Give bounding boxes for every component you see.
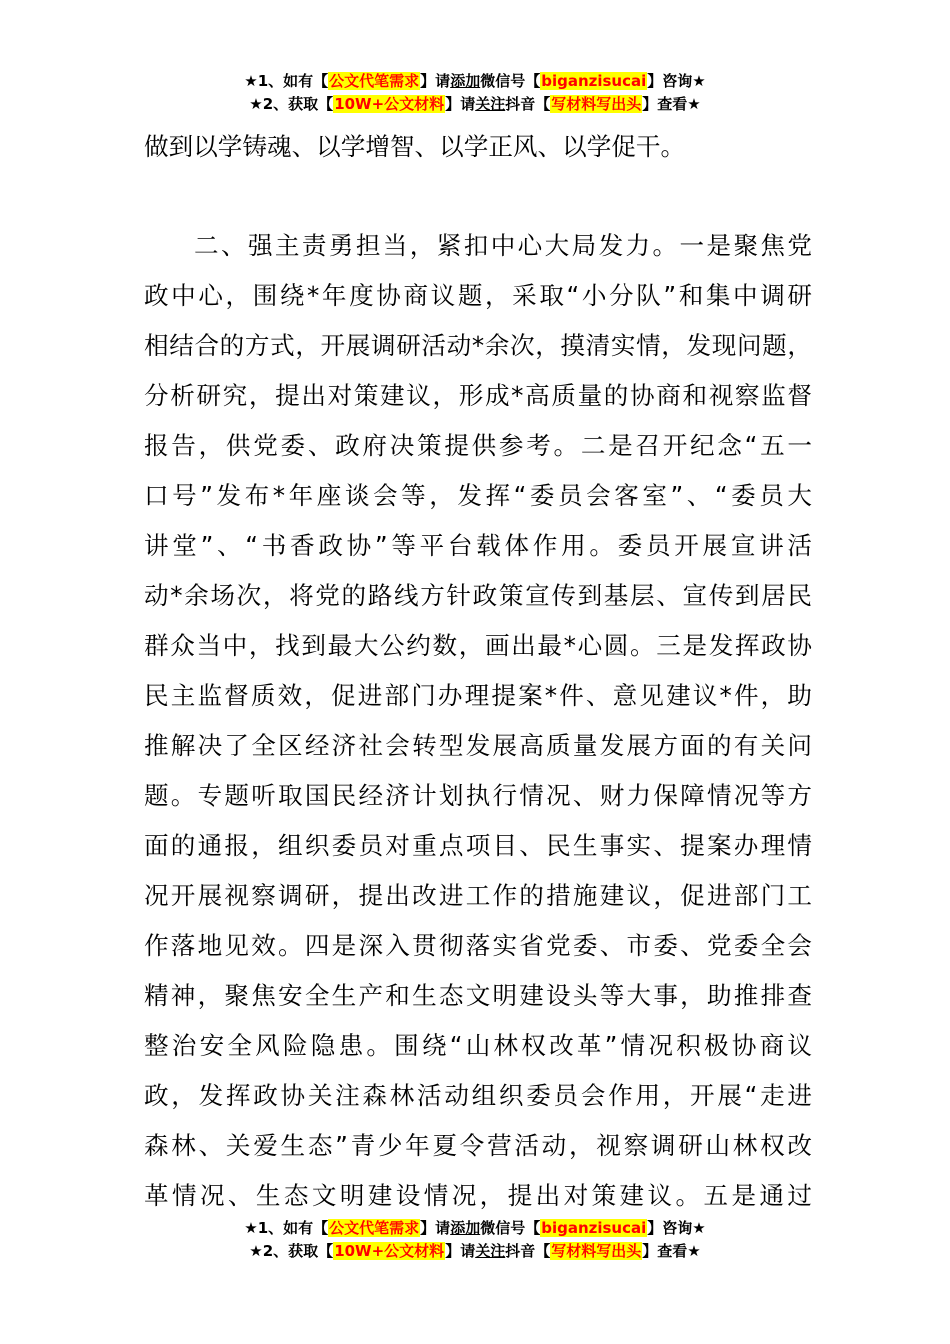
banner-line-1 <box>0 70 950 93</box>
banner-text: 】查看★ <box>642 1242 701 1260</box>
text-line: 题。专题听取国民经济计划执行情况、财力保障情况等方 <box>144 781 812 810</box>
banner-highlight: 公文代笔需求 <box>329 1219 420 1237</box>
banner-text: 】请 <box>420 1219 451 1237</box>
paragraph-2 <box>144 221 812 1221</box>
text-line: 分析研究，提出对策建议，形成*高质量的协商和视察监督 <box>144 381 812 410</box>
text-line: 动*余场次，将党的路线方针政策宣传到基层、宣传到居民 <box>144 581 812 610</box>
banner-text: ★1、如有【 <box>244 72 329 90</box>
text-line: 精神，聚焦安全生产和生态文明建设头等大事，助推排查 <box>144 981 812 1010</box>
text-line: 民主监督质效，促进部门办理提案*件、意见建议*件，助 <box>144 681 812 710</box>
text-line: 相结合的方式，开展调研活动*余次，摸清实情，发现问题， <box>144 331 812 360</box>
text-line: 作落地见效。四是深入贯彻落实省党委、市委、党委全会 <box>144 931 812 960</box>
banner-line-1 <box>0 1217 950 1240</box>
banner-highlight: 10W+公文材料 <box>334 95 445 113</box>
banner-highlight: 公文代笔需求 <box>329 72 420 90</box>
footer-banner <box>0 1217 950 1263</box>
banner-text: 】请 <box>445 95 476 113</box>
banner-underlined: 关注 <box>475 95 506 113</box>
banner-text: ★2、获取【 <box>249 1242 334 1260</box>
text-line: 推解决了全区经济社会转型发展高质量发展方面的有关问 <box>144 731 812 760</box>
banner-underlined: 添加 <box>450 1219 481 1237</box>
text-line: 政中心，围绕*年度协商议题，采取“小分队”和集中调研 <box>144 281 812 310</box>
paragraph-1 <box>144 122 812 172</box>
text-line: 革情况、生态文明建设情况，提出对策建议。五是通过 <box>144 1181 812 1210</box>
banner-highlight: 写材料写出头 <box>551 1242 642 1260</box>
text-line: 况开展视察调研，提出改进工作的措施建议，促进部门工 <box>144 881 812 910</box>
text-line: 报告，供党委、政府决策提供参考。二是召开纪念“五一 <box>144 431 812 460</box>
banner-text: 抖音【 <box>505 95 551 113</box>
banner-text: 】查看★ <box>642 95 701 113</box>
banner-highlight: biganzisucai <box>541 72 647 90</box>
banner-text: 抖音【 <box>505 1242 551 1260</box>
banner-text: 微信号【 <box>480 1219 541 1237</box>
banner-underlined: 关注 <box>475 1242 506 1260</box>
banner-underlined: 添加 <box>450 72 481 90</box>
banner-line-2 <box>0 93 950 116</box>
banner-text: 】请 <box>445 1242 476 1260</box>
banner-highlight: biganzisucai <box>541 1219 647 1237</box>
header-banner <box>0 70 950 116</box>
banner-text: 】咨询★ <box>647 72 706 90</box>
banner-text: 】请 <box>420 72 451 90</box>
banner-line-2 <box>0 1240 950 1263</box>
text-line: 做到以学铸魂、以学增智、以学正风、以学促干。 <box>144 132 686 161</box>
text-line: 政，发挥政协关注森林活动组织委员会作用，开展“走进 <box>144 1081 812 1110</box>
text-line: 口号”发布*年座谈会等，发挥“委员会客室”、“委员大 <box>144 481 812 510</box>
text-line: 讲堂”、“书香政协”等平台载体作用。委员开展宣讲活 <box>144 531 812 560</box>
text-line: 森林、关爱生态”青少年夏令营活动，视察调研山林权改 <box>144 1131 812 1160</box>
banner-highlight: 写材料写出头 <box>551 95 642 113</box>
text-line: 面的通报，组织委员对重点项目、民生事实、提案办理情 <box>144 831 812 860</box>
banner-highlight: 10W+公文材料 <box>334 1242 445 1260</box>
text-line: 二、强主责勇担当，紧扣中心大局发力。一是聚焦党 <box>194 231 812 260</box>
banner-text: 】咨询★ <box>647 1219 706 1237</box>
text-line: 群众当中，找到最大公约数，画出最*心圆。三是发挥政协 <box>144 631 812 660</box>
banner-text: ★1、如有【 <box>244 1219 329 1237</box>
text-line: 整治安全风险隐患。围绕“山林权改革”情况积极协商议 <box>144 1031 812 1060</box>
banner-text: 微信号【 <box>480 72 541 90</box>
banner-text: ★2、获取【 <box>249 95 334 113</box>
